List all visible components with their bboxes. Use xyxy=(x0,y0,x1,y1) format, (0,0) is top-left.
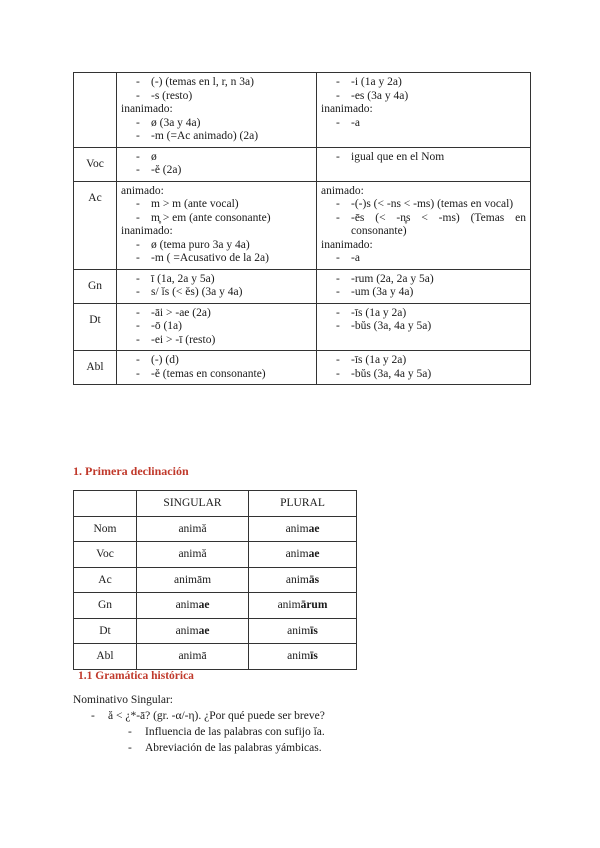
ending-item: - -i (1a y 2a) xyxy=(321,76,526,90)
ending-item: - -bŭs (3a, 4a y 5a) xyxy=(321,320,526,334)
word-ending: ām xyxy=(196,573,212,586)
singular-form xyxy=(137,644,249,670)
first-declension-row xyxy=(74,542,357,568)
ending-item: - -a xyxy=(321,252,526,266)
case-label: Voc xyxy=(74,147,117,181)
ending-item: - -m (=Ac animado) (2a) xyxy=(121,130,312,144)
word-stem: anim xyxy=(178,522,202,535)
notes-title: Nominativo Singular: xyxy=(73,694,173,706)
header-plural: PLURAL xyxy=(249,491,357,517)
ending-item: - -īs (1a y 2a) xyxy=(321,307,526,321)
bullet-dash: - xyxy=(128,726,132,738)
declension-row xyxy=(74,351,531,385)
ending-item: - -āi > -ae (2a) xyxy=(121,307,312,321)
declension-row xyxy=(74,269,531,303)
gender-label: inanimado: xyxy=(321,103,373,115)
bullet-dash: - xyxy=(91,710,95,722)
singular-cell xyxy=(117,147,317,181)
plural-cell xyxy=(317,181,531,269)
ending-item: - s/ ĭs (< ĕs) (3a y 4a) xyxy=(121,286,312,300)
first-declension-row xyxy=(74,516,357,542)
case-label: Ac xyxy=(74,181,117,269)
word-ending: ă xyxy=(201,548,207,561)
case-label: Gn xyxy=(74,593,137,619)
ending-item: - -ĕ (2a) xyxy=(121,164,312,178)
word-stem: anim xyxy=(285,522,309,535)
gender-label: inanimado: xyxy=(121,225,173,237)
gender-label: inanimado: xyxy=(321,238,373,251)
word-ending: ae xyxy=(308,548,320,561)
singular-cell xyxy=(117,303,317,351)
plural-form xyxy=(249,644,357,670)
ending-item: - -ō (1a) xyxy=(121,320,312,334)
ending-item: - m > m (ante vocal) xyxy=(121,198,312,212)
ending-item: - -ĕ (temas en consonante) xyxy=(121,368,312,382)
gender-label: animado: xyxy=(321,184,364,197)
word-stem: anim xyxy=(277,599,301,612)
plural-form xyxy=(249,542,357,568)
word-stem: anim xyxy=(285,573,309,586)
plural-form xyxy=(249,567,357,593)
case-label: Gn xyxy=(74,269,117,303)
word-ending: ās xyxy=(308,573,320,586)
word-stem: anim xyxy=(175,599,199,612)
first-declension-row xyxy=(74,618,357,644)
ending-item: - -um (3a y 4a) xyxy=(321,286,526,300)
declension-row xyxy=(74,147,531,181)
header-singular: SINGULAR xyxy=(137,491,249,517)
ending-item: - (-) (temas en l, r, n 3a) xyxy=(121,76,312,90)
word-stem: anim xyxy=(178,548,202,561)
ending-item: - -(-)s (< -ns < -ms) (temas en vocal) xyxy=(321,198,526,212)
word-ending: īs xyxy=(310,624,318,637)
declension-endings-table xyxy=(73,72,531,385)
word-stem: anim xyxy=(287,650,311,663)
case-label: Nom xyxy=(74,516,137,542)
case-label: Ac xyxy=(74,567,137,593)
declension-row xyxy=(74,303,531,351)
notes-subitem-text: Influencia de las palabras con sufijo ĭa. xyxy=(145,726,325,738)
case-label: Abl xyxy=(74,644,137,670)
word-ending: īs xyxy=(310,650,318,663)
ending-item: - igual que en el Nom xyxy=(321,151,526,165)
case-label: Dt xyxy=(74,618,137,644)
ending-item: - ø (tema puro 3a y 4a) xyxy=(121,239,312,253)
plural-cell xyxy=(317,351,531,385)
singular-form xyxy=(137,618,249,644)
case-label: Dt xyxy=(74,303,117,351)
singular-cell xyxy=(117,73,317,148)
singular-cell xyxy=(117,181,317,269)
ending-item: - -m ( =Acusativo de la 2a) xyxy=(121,252,312,266)
subsection-heading-historical-grammar: 1.1 Gramática histórica xyxy=(78,670,194,682)
plural-cell xyxy=(317,147,531,181)
word-ending: ā xyxy=(201,650,207,663)
ending-item: - m̥ > em (ante consonante) xyxy=(121,212,312,226)
singular-cell xyxy=(117,269,317,303)
word-ending: ae xyxy=(198,599,210,612)
word-ending: ae xyxy=(308,522,320,535)
ending-item: - -īs (1a y 2a) xyxy=(321,354,526,368)
word-stem: anim xyxy=(287,624,311,637)
ending-item: - -es (3a y 4a) xyxy=(321,90,526,104)
gender-label: inanimado: xyxy=(121,103,173,115)
ending-item: - -a xyxy=(321,117,526,131)
case-label xyxy=(74,73,117,148)
first-declension-row xyxy=(74,593,357,619)
bullet-dash: - xyxy=(128,742,132,754)
first-declension-row xyxy=(74,644,357,670)
ending-item: - ø (3a y 4a) xyxy=(121,117,312,131)
notes-item-text: ă < ¿*-ā? (gr. -α/-η). ¿Por qué puede ser breve? xyxy=(108,710,325,722)
word-stem: anim xyxy=(285,548,309,561)
declension-row xyxy=(74,73,531,148)
plural-cell xyxy=(317,269,531,303)
word-ending: ārum xyxy=(300,599,328,612)
plural-cell xyxy=(317,73,531,148)
header-empty xyxy=(74,491,137,517)
plural-form xyxy=(249,618,357,644)
ending-item: - ī (1a, 2a y 5a) xyxy=(121,273,312,287)
singular-form xyxy=(137,516,249,542)
word-stem: anim xyxy=(173,573,197,586)
word-stem: anim xyxy=(178,650,202,663)
first-declension-header-row xyxy=(74,491,357,517)
ending-item: - ø xyxy=(121,151,312,165)
ending-item: - (-) (d) xyxy=(121,354,312,368)
singular-form xyxy=(137,593,249,619)
notes-subitem-text: Abreviación de las palabras yámbicas. xyxy=(145,742,322,754)
ending-item: - -ei > -ī (resto) xyxy=(121,334,312,348)
case-label: Abl xyxy=(74,351,117,385)
gender-label: animado: xyxy=(121,184,164,197)
plural-form xyxy=(249,516,357,542)
section-heading-first-declension: 1. Primera declinación xyxy=(73,464,189,478)
case-label: Voc xyxy=(74,542,137,568)
ending-item: - -s (resto) xyxy=(121,90,312,104)
singular-form xyxy=(137,542,249,568)
singular-form xyxy=(137,567,249,593)
ending-item: - -rum (2a, 2a y 5a) xyxy=(321,273,526,287)
declension-row xyxy=(74,181,531,269)
plural-form xyxy=(249,593,357,619)
ending-item: - -bŭs (3a, 4a y 5a) xyxy=(321,368,526,382)
first-declension-table xyxy=(73,490,357,670)
ending-item: - -ēs (< -n̥s < -ms) (Temas en consonante) xyxy=(321,212,526,239)
plural-cell xyxy=(317,303,531,351)
word-ending: ă xyxy=(201,522,207,535)
first-declension-row xyxy=(74,567,357,593)
singular-cell xyxy=(117,351,317,385)
word-stem: anim xyxy=(175,624,199,637)
word-ending: ae xyxy=(198,624,210,637)
